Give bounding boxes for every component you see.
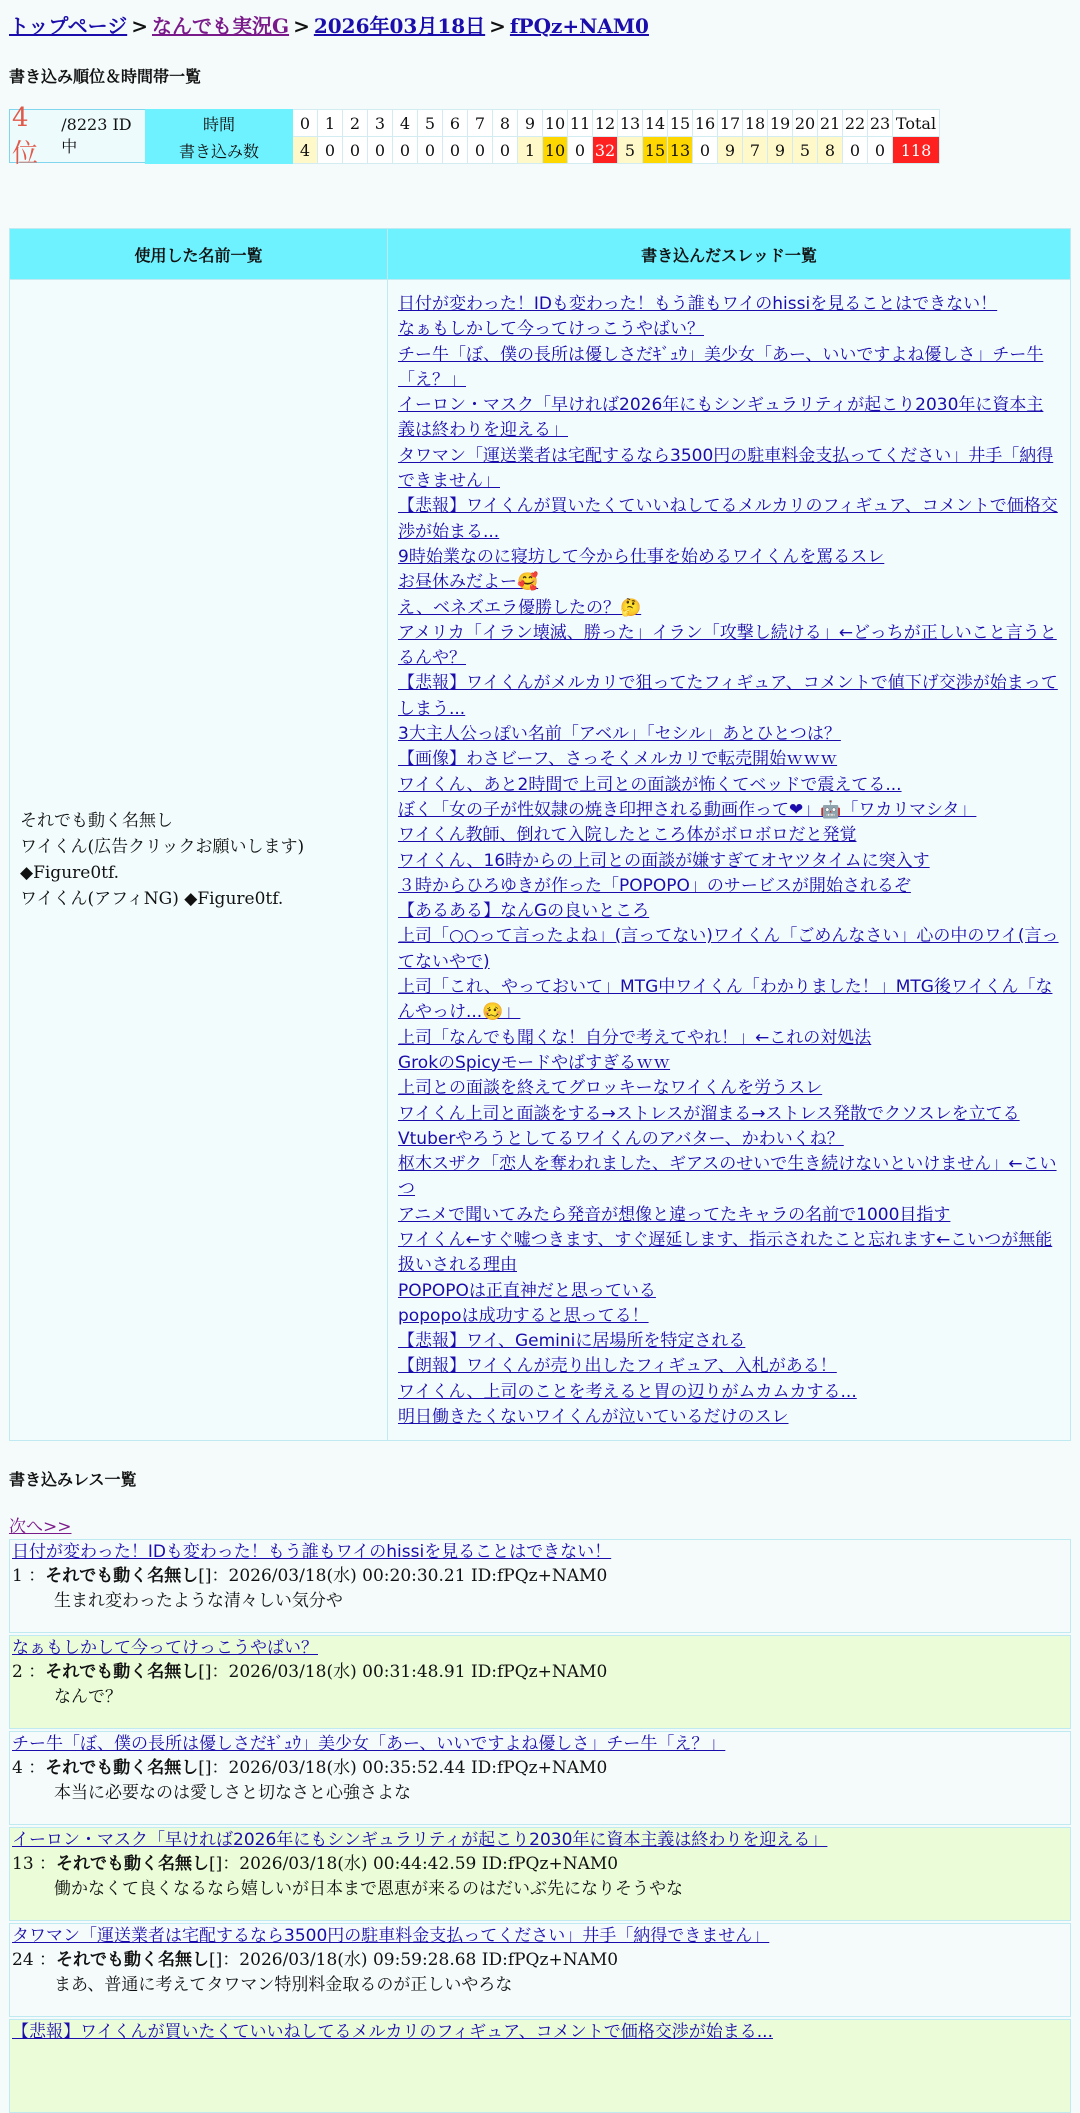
thread-link[interactable]: POPOPOは正直神だと思っている [398, 1280, 656, 1301]
thread-link[interactable]: ワイくん上司と面談をする→ストレスが溜まる→ストレス発散でクソスレを立てる [398, 1103, 1020, 1124]
hour-cell: 23 [868, 110, 893, 137]
res-list [9, 1539, 1071, 2113]
res-header [10, 1756, 1070, 1781]
res-number: 24 [12, 1950, 34, 1971]
res-number: 4 [12, 1758, 23, 1779]
rank-heading: 書き込み順位＆時間帯一覧 [9, 67, 202, 86]
res-meta: ：2026/03/18(水) 00:44:42.59 ID:fPQz+NAM0 [222, 1854, 619, 1875]
thread-link[interactable]: ３時からひろゆきが作った「POPOPO」のサービスが開始されるぞ [398, 875, 911, 896]
count-cell: 15 [643, 137, 668, 164]
thread-link[interactable]: ワイくん、上司のことを考えると胃の辺りがムカムカする... [398, 1381, 857, 1402]
res-number: 1 [12, 1566, 23, 1587]
thread-link[interactable]: 上司「○○って言ったよね」(言ってない)ワイくん「ごめんなさい」心の中のワイ(言ってないやで) [398, 926, 1059, 972]
breadcrumb-date-link[interactable]: 2026年03月18日 [313, 14, 486, 38]
hour-cell: 7 [468, 110, 493, 137]
thread-link[interactable]: 上司との面談を終えてグロッキーなワイくんを労うスレ [398, 1078, 823, 1099]
count-row-label: 書き込み数 [146, 137, 293, 164]
res-item [9, 1539, 1071, 1633]
res-name-bracket: [] [209, 1854, 223, 1875]
res-name-bracket: [] [198, 1566, 212, 1587]
hour-cell: 19 [768, 110, 793, 137]
res-header [10, 1948, 1070, 1973]
res-thread-link[interactable]: チー牛「ぼ、僕の長所は優しさだｷﾞｭｳ」美少女「あー、いいですよね優しさ」チー牛「え？」 [12, 1734, 726, 1755]
thread-link[interactable]: 枢木スザク「恋人を奪われました、ギアスのせいで生き続けないといけません」←こいつ [398, 1154, 1057, 1200]
count-total-cell: 118 [893, 137, 940, 164]
thread-link[interactable]: 上司「これ、やっておいて」MTG中ワイくん「わかりました！」MTG後ワイくん「なんやっけ...🥴」 [398, 977, 1053, 1023]
res-name-separator: ： [28, 1566, 46, 1587]
hour-cell: 12 [593, 110, 618, 137]
res-name: それでも動く名無し [45, 1662, 199, 1683]
breadcrumb-separator: > [489, 14, 506, 38]
thread-link[interactable]: ワイくん←すぐ嘘つきます、すぐ遅延します、指示されたこと忘れます←こいつが無能扱いされる理由 [398, 1229, 1053, 1276]
res-thread-link[interactable]: 【悲報】ワイくんが買いたくていいねしてるメルカリのフィギュア、コメントで価格交渉が始まる... [12, 2022, 773, 2043]
count-cell: 0 [868, 137, 893, 164]
hour-cell: 0 [293, 110, 318, 137]
thread-link[interactable]: チー牛「ぼ、僕の長所は優しさだｷﾞｭｳ」美少女「あー、いいですよね優しさ」チー牛「え？」 [398, 344, 1044, 390]
res-name-separator: ： [28, 1758, 46, 1779]
rank-box [9, 102, 145, 169]
hour-cell: 15 [668, 110, 693, 137]
res-header [10, 1564, 1070, 1589]
hour-cell: 21 [818, 110, 843, 137]
hour-row-label: 時間 [146, 110, 293, 137]
hour-cell: 2 [343, 110, 368, 137]
thread-link[interactable]: タワマン「運送業者は宅配するなら3500円の駐車料金支払ってください」井手「納得できません」 [398, 445, 1054, 492]
res-header [10, 1660, 1070, 1685]
res-body: 生まれ変わったような清々しい気分や [54, 1591, 343, 1612]
res-name: それでも動く名無し [56, 1854, 210, 1875]
hourly-table [145, 109, 940, 164]
count-cell: 0 [468, 137, 493, 164]
res-thread-link[interactable]: なぁもしかして今ってけっこうやばい？ [12, 1638, 318, 1659]
res-name: それでも動く名無し [45, 1566, 199, 1587]
res-name: それでも動く名無し [45, 1758, 199, 1779]
thread-link[interactable]: Vtuberやろうとしてるワイくんのアバター、かわいくね？ [398, 1128, 844, 1149]
thread-link[interactable]: ワイくん教師、倒れて入院したところ体がボロボロだと発覚 [398, 825, 857, 846]
used-name: それでも動く名無し [20, 811, 173, 832]
count-cell: 0 [393, 137, 418, 164]
res-name: それでも動く名無し [56, 1950, 210, 1971]
breadcrumb-id-link[interactable]: fPQz+NAM0 [509, 14, 649, 38]
hour-cell: 5 [418, 110, 443, 137]
count-cell: 0 [843, 137, 868, 164]
res-thread-link[interactable]: 日付が変わった！IDも変わった！もう誰もワイのhissiを見ることはできない！ [12, 1542, 612, 1563]
res-name-separator: ： [39, 1854, 57, 1875]
thread-link[interactable]: 【朗報】ワイくんが売り出したフィギュア、入札がある！ [398, 1356, 837, 1377]
res-header [10, 1852, 1070, 1877]
thread-link[interactable]: アメリカ「イラン壊滅、勝った」イラン「攻撃し続ける」←どっちが正しいこと言うとるんや？ [398, 622, 1057, 669]
count-cell: 9 [768, 137, 793, 164]
res-body: 働かなくて良くなるなら嬉しいが日本まで恩恵が来るのはだいぶ先になりそうやな [54, 1879, 683, 1900]
thread-link[interactable]: 【あるある】なんGの良いところ [398, 901, 650, 922]
thread-link[interactable]: 日付が変わった！IDも変わった！もう誰もワイのhissiを見ることはできない！ [398, 294, 998, 314]
count-cell: 0 [493, 137, 518, 164]
thread-link[interactable]: 上司「なんでも聞くな！自分で考えてやれ！」←これの対処法 [398, 1027, 872, 1048]
count-cell: 4 [293, 137, 318, 164]
thread-link[interactable]: 【悲報】ワイくんが買いたくていいねしてるメルカリのフィギュア、コメントで価格交渉が始まる... [398, 496, 1058, 542]
count-cell: 0 [693, 137, 718, 164]
count-cell: 0 [343, 137, 368, 164]
res-meta: ：2026/03/18(水) 00:20:30.21 ID:fPQz+NAM0 [211, 1566, 608, 1587]
hour-cell: 14 [643, 110, 668, 137]
res-name-separator: ： [39, 1950, 57, 1971]
res-number: 13 [12, 1854, 34, 1875]
thread-link[interactable]: アニメで聞いてみたら発音が想像と違ってたキャラの名前で1000目指す [398, 1204, 951, 1225]
names-cell [10, 280, 388, 1441]
hour-total-header: Total [893, 110, 940, 137]
names-column-header: 使用した名前一覧 [10, 229, 388, 280]
count-cell: 1 [518, 137, 543, 164]
thread-link[interactable]: popopoは成功すると思ってる！ [398, 1305, 649, 1326]
thread-link[interactable]: 【画像】わさビーフ、さっそくメルカリで転売開始ｗｗｗ [398, 749, 838, 770]
res-body: 本当に必要なのは愛しさと切なさと心強さよな [54, 1783, 411, 1804]
res-body: なんで？ [54, 1687, 122, 1708]
res-heading: 書き込みレス一覧 [9, 1470, 137, 1490]
hour-cell: 9 [518, 110, 543, 137]
hour-cell: 10 [543, 110, 568, 137]
breadcrumb-board-link[interactable]: なんでも実況G [151, 14, 290, 38]
threads-column-header: 書き込んだスレッド一覧 [388, 229, 1071, 280]
thread-link[interactable]: 【悲報】ワイ、Geminiに居場所を特定される [398, 1331, 746, 1352]
res-name-bracket: [] [209, 1950, 223, 1971]
count-cell: 32 [593, 137, 618, 164]
thread-link[interactable]: お昼休みだよー🥰 [398, 572, 539, 593]
breadcrumb-separator: > [131, 14, 148, 38]
res-thread-link[interactable]: イーロン・マスク「早ければ2026年にもシンギュラリティが起こり2030年に資本主義は終わりを迎える」 [12, 1830, 828, 1851]
res-name-separator: ： [28, 1662, 46, 1683]
rank-area [9, 102, 1071, 169]
thread-link[interactable]: 3大主人公っぽい名前「アベル」「セシル」あとひとつは？ [398, 724, 841, 745]
res-name-bracket: [] [198, 1662, 212, 1683]
hour-cell: 8 [493, 110, 518, 137]
count-cell: 0 [443, 137, 468, 164]
count-cell: 9 [718, 137, 743, 164]
hour-cell: 3 [368, 110, 393, 137]
names-threads-table [9, 228, 1071, 1441]
hour-cell: 1 [318, 110, 343, 137]
hour-cell: 6 [443, 110, 468, 137]
thread-link[interactable]: ワイくん、あと2時間で上司との面談が怖くてベッドで震えてる... [398, 774, 902, 795]
used-name: ワイくん(アフィNG) ◆Figure0tf. [20, 889, 284, 910]
rank-value: 4 位 [12, 102, 39, 169]
res-meta: ：2026/03/18(水) 09:59:28.68 ID:fPQz+NAM0 [222, 1950, 619, 1971]
res-item [9, 2019, 1071, 2113]
hour-cell: 22 [843, 110, 868, 137]
res-item [9, 1923, 1071, 2017]
res-item [9, 1635, 1071, 1729]
hour-cell: 4 [393, 110, 418, 137]
thread-link[interactable]: え、ベネズエラ優勝したの？🤔 [398, 597, 642, 618]
used-name: ワイくん(広告クリックお願いします) [20, 837, 305, 858]
thread-link[interactable]: なぁもしかして今ってけっこうやばい？ [398, 319, 704, 340]
threads-cell [388, 280, 1071, 1441]
hour-cell: 11 [568, 110, 593, 137]
thread-link[interactable]: イーロン・マスク「早ければ2026年にもシンギュラリティが起こり2030年に資本主義は終わりを迎える」 [398, 395, 1044, 441]
count-cell: 8 [818, 137, 843, 164]
thread-link[interactable]: GrokのSpicyモードやばすぎるｗｗ [398, 1052, 671, 1073]
res-body: まあ、普通に考えてタワマン特別料金取るのが正しいやろな [54, 1975, 513, 1996]
breadcrumb [9, 10, 1071, 42]
count-cell: 13 [668, 137, 693, 164]
hour-cell: 17 [718, 110, 743, 137]
res-thread-link[interactable]: タワマン「運送業者は宅配するなら3500円の駐車料金支払ってください」井手「納得できません」 [12, 1926, 770, 1947]
breadcrumb-top-link[interactable]: トップページ [9, 14, 128, 38]
thread-link[interactable]: ワイくん、16時からの上司との面談が嫌すぎてオヤツタイムに突入す [398, 850, 930, 871]
res-meta: ：2026/03/18(水) 00:31:48.91 ID:fPQz+NAM0 [211, 1662, 608, 1683]
hour-cell: 20 [793, 110, 818, 137]
breadcrumb-separator: > [293, 14, 310, 38]
count-cell: 0 [318, 137, 343, 164]
thread-link[interactable]: 【悲報】ワイくんがメルカリで狙ってたフィギュア、コメントで値下げ交渉が始まってしまう... [398, 673, 1058, 719]
hour-cell: 13 [618, 110, 643, 137]
thread-link[interactable]: 明日働きたくないワイくんが泣いているだけのスレ [398, 1407, 789, 1428]
count-cell: 0 [418, 137, 443, 164]
res-number: 2 [12, 1662, 23, 1683]
next-page-link[interactable]: 次へ>> [9, 1517, 72, 1538]
res-item [9, 1731, 1071, 1825]
used-name: ◆Figure0tf. [20, 863, 120, 884]
thread-link[interactable]: ぼく「女の子が性奴隷の焼き印押される動画作って❤」🤖「ワカリマシタ」 [398, 799, 977, 820]
res-item [9, 1827, 1071, 1921]
hour-cell: 18 [743, 110, 768, 137]
count-cell: 5 [618, 137, 643, 164]
res-name-bracket: [] [198, 1758, 212, 1779]
count-cell: 0 [368, 137, 393, 164]
res-meta: ：2026/03/18(水) 00:35:52.44 ID:fPQz+NAM0 [211, 1758, 608, 1779]
thread-link[interactable]: 9時始業なのに寝坊して今から仕事を始めるワイくんを罵るスレ [398, 546, 885, 567]
count-cell: 10 [543, 137, 568, 164]
hour-cell: 16 [693, 110, 718, 137]
count-cell: 7 [743, 137, 768, 164]
rank-total: /8223 ID中 [61, 115, 132, 156]
count-cell: 0 [568, 137, 593, 164]
count-cell: 5 [793, 137, 818, 164]
